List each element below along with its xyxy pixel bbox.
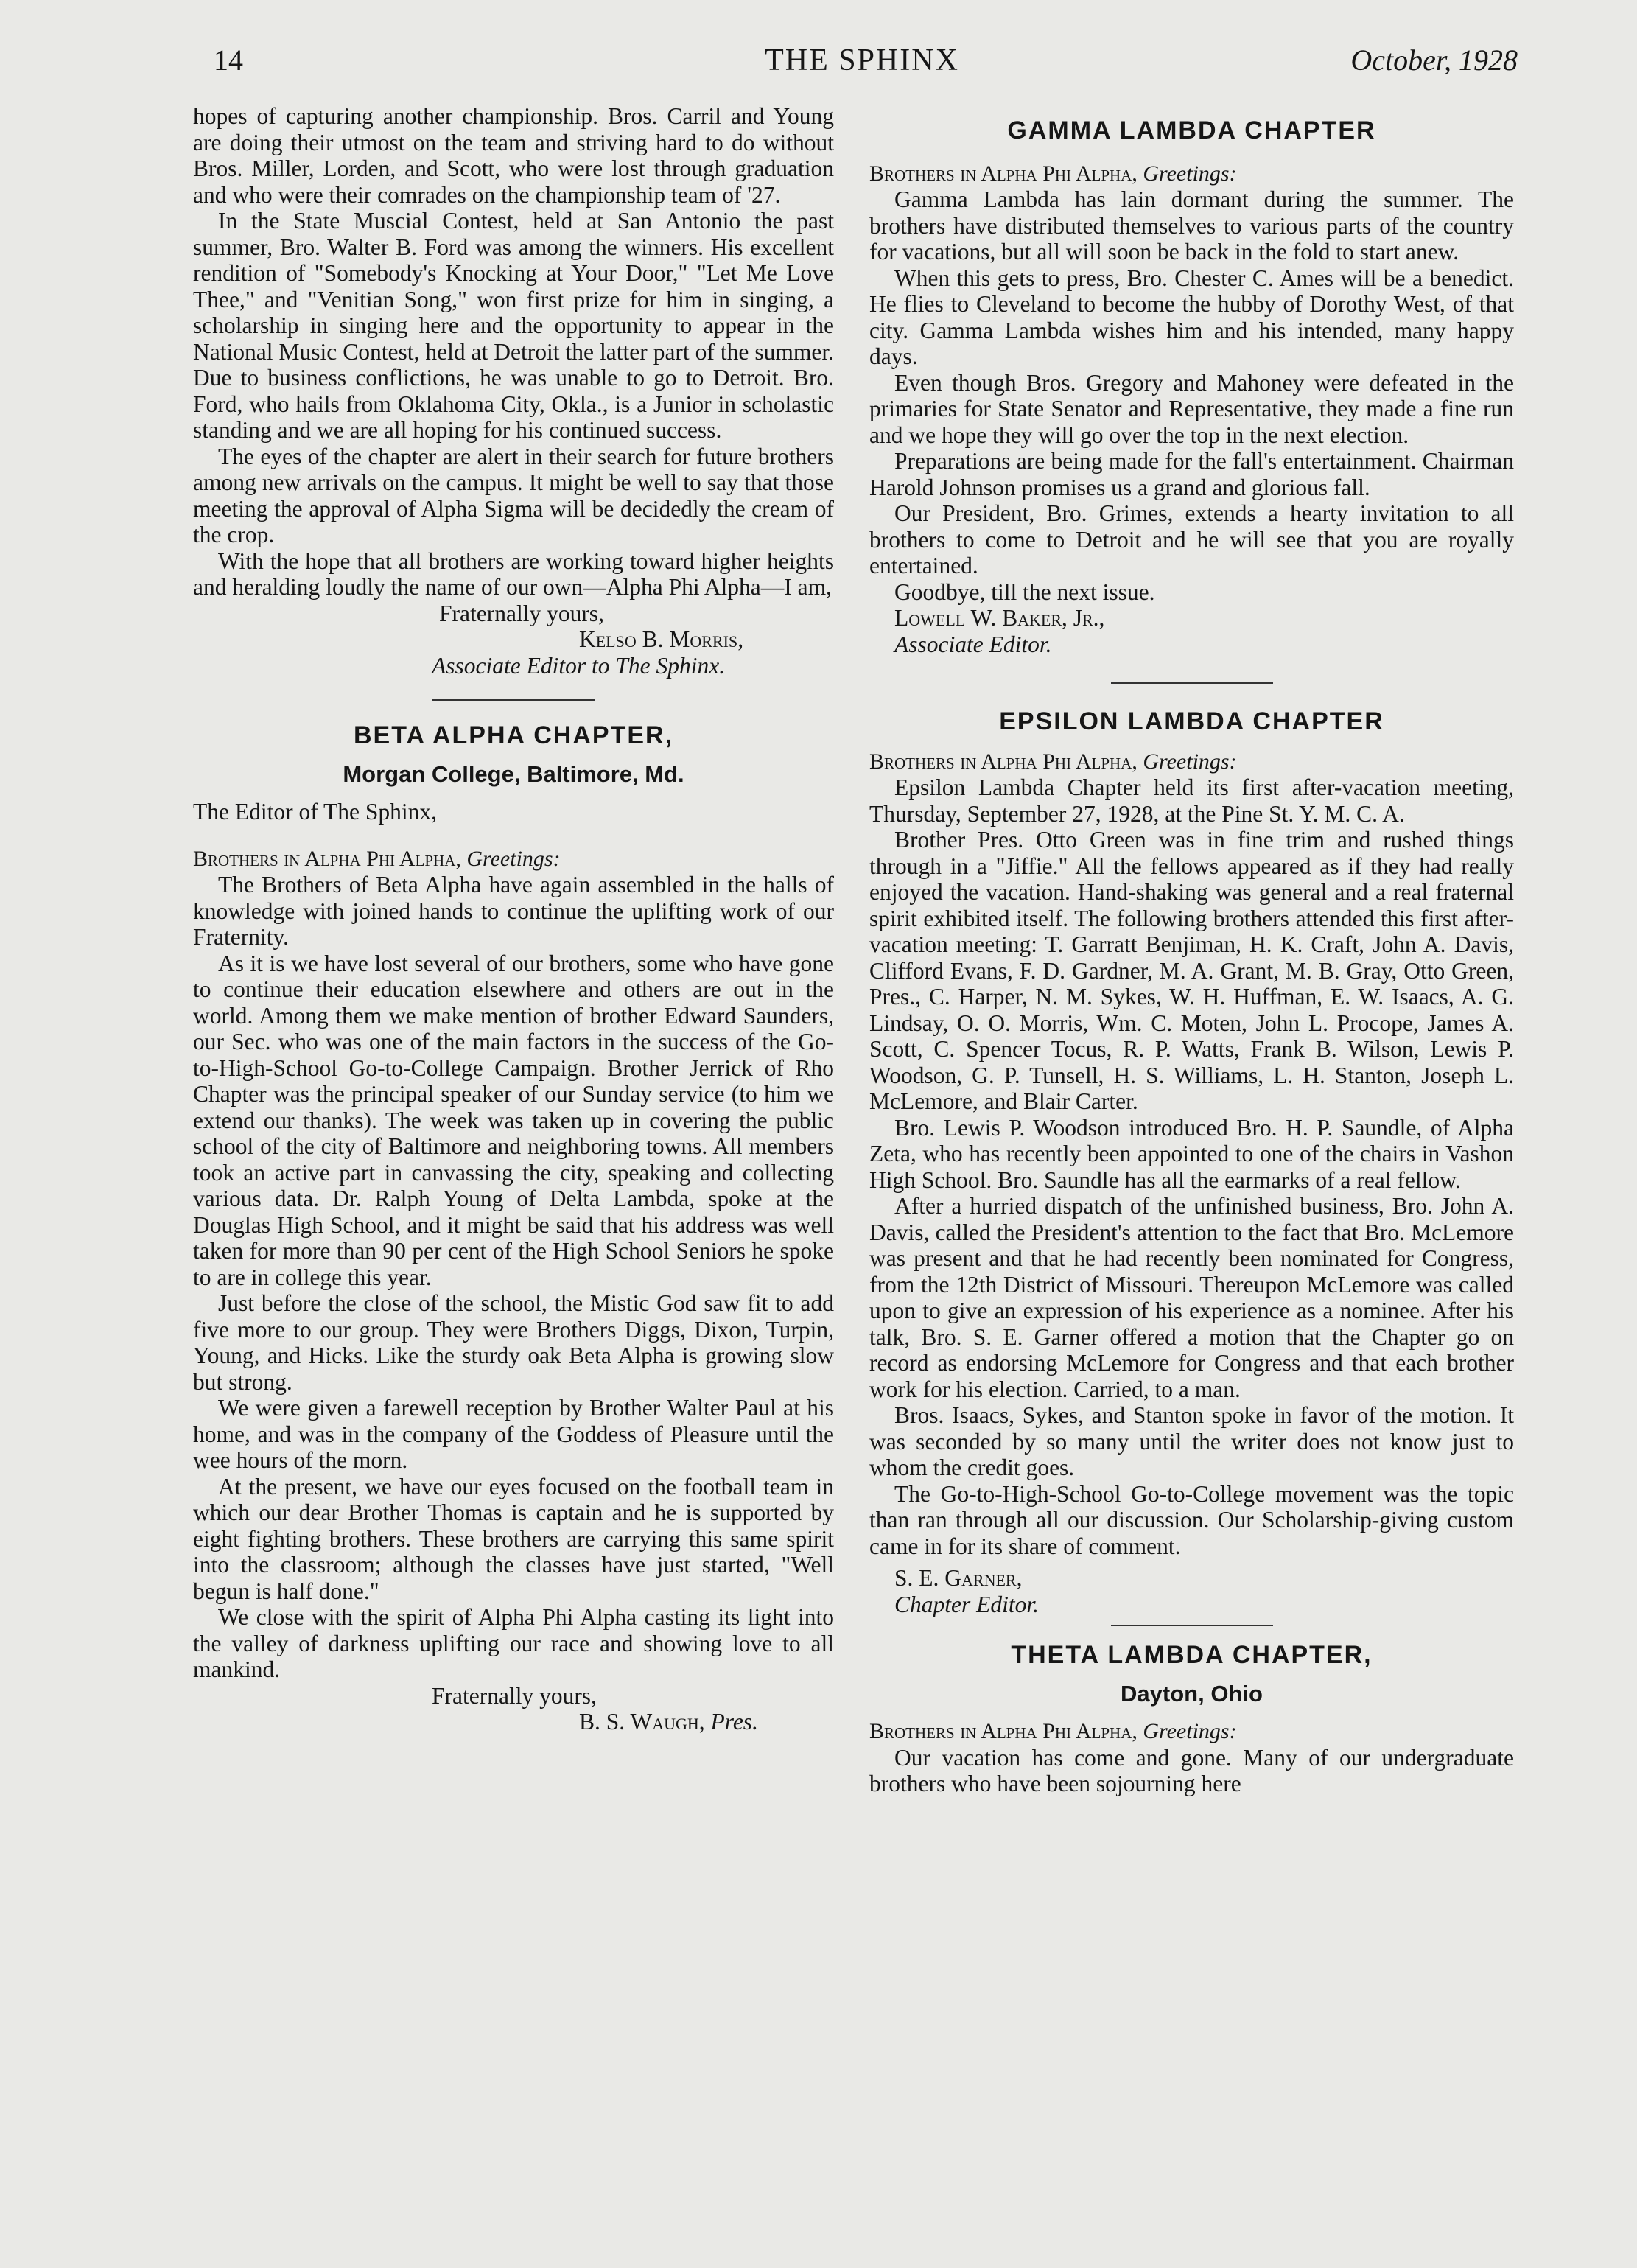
paragraph: Brother Pres. Otto Green was in fine trim and rushed things through in a "Jiffie." All the fellows appeared as if they had really enjoyed the vacation. Hand-shaking was general and a real fraternal spirit exhibited itself. The following brothers attended this first after-vacation meeting: T. Garratt Benjiman, H. K. Craft, John A. Davis, Clifford Evans, F. D. Gardner, M. A. Grant, M. B. Gray, Otto Green, Pres., C. Harper, N. M. Sykes, W. H. Huffman, E. W. Isaacs, A. G. Lindsay, O. O. Morris, Wm. C. Moten, John L. Procope, James A. Scott, C. Spencer Tocus, R. P. Watts, Frank B. Wilson, Lewis P. Woodson, G. P. Tunsell, H. S. Williams, L. H. Stanton, Joseph L. McLemore, and Blair Carter.: [869, 827, 1514, 1114]
paragraph: We close with the spirit of Alpha Phi Alpha casting its light into the valley of darkness uplifting our race and showing love to all mankind.: [193, 1604, 834, 1682]
page-header: [206, 43, 1518, 87]
chapter-heading: GAMMA LAMBDA CHAPTER: [1007, 116, 1376, 144]
salutation-lead: Brothers in Alpha Phi Alpha,: [193, 846, 461, 871]
paragraph: Bros. Isaacs, Sykes, and Stanton spoke in favor of the motion. It was seconded by so many until the writer does not know just to whom the credit goes.: [869, 1402, 1514, 1480]
paragraph: The Brothers of Beta Alpha have again assembled in the halls of knowledge with joined hands to continue the uplifting work of our Fraternity.: [193, 872, 834, 950]
paragraph: Bro. Lewis P. Woodson introduced Bro. H. P. Saundle, of Alpha Zeta, who has recently been appointed to one of the chairs in Vashon High School. Bro. Saundle has all the earmarks of a real fellow.: [869, 1114, 1514, 1193]
paragraph: As it is we have lost several of our brothers, some who have gone to continue their education elsewhere and others are out in the world. Among them we make mention of brother Edward Saunders, our Sec. who was one of the main factors in the success of the Go-to-High-School Go-to-College Campaign. Brother Jerrick of Rho Chapter was the principal speaker of our Sunday service (to him we extend our thanks). The week was taken up in covering the public school of the city of Baltimore and neighboring towns. All members took an active part in canvassing the city, speaking and collecting various data. Dr. Ralph Young of Delta Lambda, spoke at the Douglas High School, and it might be said that his address was well taken for more than 90 per cent of the High School Seniors he spoke to are in college this year.: [193, 950, 834, 1290]
issue-date: October, 1928: [1350, 43, 1518, 77]
signature: [193, 1709, 834, 1735]
salutation-tail: Greetings:: [1143, 1719, 1237, 1743]
closing: Fraternally yours,: [432, 1682, 597, 1709]
salutation: [869, 749, 1514, 775]
paragraph: Even though Bros. Gregory and Mahoney were defeated in the primaries for State Senator and Representative, they made a fine run and we hope they will go over the top in the next election.: [869, 369, 1514, 448]
salutation-tail: Greetings:: [1143, 749, 1237, 774]
salutation-tail: Greetings:: [1143, 161, 1237, 186]
page-number: 14: [214, 43, 243, 77]
paragraph: Our vacation has come and gone. Many of our undergraduate brothers who have been sojourning here: [869, 1744, 1514, 1796]
closing: Fraternally yours,: [439, 600, 604, 626]
signer: S. E. Garner,: [894, 1565, 1023, 1591]
paragraph: Goodbye, till the next issue.: [894, 578, 1155, 605]
salutation-lead: Brothers in Alpha Phi Alpha,: [869, 161, 1138, 186]
right-column: [869, 103, 1514, 1797]
paragraph: In the State Muscial Contest, held at San Antonio the past summer, Bro. Walter B. Ford was among the winners. His excellent rendition of "Somebody's Knocking at Your Door," "Let Me Love Thee," and "Venitian Song," won first prize for him in singing, a scholarship in singing here and the opportunity to appear in the National Music Contest, held at Detroit the latter part of the summer. Due to business conflictions, he was unable to go to Detroit. Bro. Ford, who hails from Oklahoma City, Okla., is a Junior in scholastic standing and we are all hoping for his continued success.: [193, 208, 834, 443]
running-title: THE SPHINX: [765, 43, 959, 77]
continued-paragraph: hopes of capturing another championship. Bros. Carril and Young are doing their utmost on the team and striving hard to do without Bros. Miller, Lorden, and Scott, who were lost through graduation and who were their comrades on the championship team of '27.: [193, 103, 834, 208]
left-column: [193, 103, 834, 1735]
signer: Lowell W. Baker, Jr.,: [894, 605, 1105, 631]
salutation-lead: Brothers in Alpha Phi Alpha,: [869, 749, 1138, 774]
paragraph: After a hurried dispatch of the unfinished business, Bro. John A. Davis, called the President's attention to the fact that Bro. McLemore was present and that he had recently been nominated for Congress, from the 12th District of Missouri. Thereupon McLemore was called upon to give an expression of his experience as a nominee. After his talk, Bro. S. E. Garner offered a motion that the Chapter go on record as endorsing McLemore for Congress and that each brother work for his election. Carried, to a man.: [869, 1193, 1514, 1402]
paragraph: When this gets to press, Bro. Chester C. Ames will be a benedict. He flies to Cleveland to become the hubby of Dorothy West, of that city. Gamma Lambda wishes him and his intended, many happy days.: [869, 265, 1514, 369]
chapter-heading: THETA LAMBDA CHAPTER,: [1011, 1641, 1373, 1669]
paragraph: The eyes of the chapter are alert in their search for future brothers among new arrivals on the campus. It might be well to say that those meeting the approval of Alpha Sigma will be decidedly the cream of the crop.: [193, 443, 834, 547]
signer: Kelso B. Morris,: [579, 626, 744, 652]
salutation-tail: Greetings:: [466, 846, 561, 871]
chapter-location: Morgan College, Baltimore, Md.: [343, 760, 684, 787]
paragraph: Preparations are being made for the fall's entertainment. Chairman Harold Johnson promises us a grand and glorious fall.: [869, 448, 1514, 500]
chapter-heading: BETA ALPHA CHAPTER,: [353, 721, 674, 749]
paragraph: The Go-to-High-School Go-to-College movement was the topic than ran through all our discussion. Our Scholarship-giving custom came in for its share of comment.: [869, 1480, 1514, 1559]
chapter-heading: EPSILON LAMBDA CHAPTER: [999, 707, 1384, 735]
paragraph: At the present, we have our eyes focused on the football team in which our dear Brother Thomas is captain and he is supported by eight fighting brothers. These brothers are carrying this same spirit into the classroom; although the classes have just started, "Well begun is half done.": [193, 1473, 834, 1604]
addressee: The Editor of The Sphinx,: [193, 799, 437, 825]
paragraph: With the hope that all brothers are working toward higher heights and heralding loudly the name of our own—Alpha Phi Alpha—I am,: [193, 547, 834, 600]
paragraph: Epsilon Lambda Chapter held its first after-vacation meeting, Thursday, September 27, 1928, at the Pine St. Y. M. C. A.: [869, 774, 1514, 827]
signer-title: Chapter Editor.: [894, 1591, 1040, 1617]
signer: B. S. Waugh,: [579, 1709, 705, 1735]
paragraph: We were given a farewell reception by Brother Walter Paul at his home, and was in the company of the Goddess of Pleasure until the wee hours of the morn.: [193, 1395, 834, 1473]
chapter-location: Dayton, Ohio: [1121, 1680, 1263, 1707]
paragraph: Our President, Bro. Grimes, extends a hearty invitation to all brothers to come to Detroit and he will see that you are royally entertained.: [869, 500, 1514, 578]
paragraph: Just before the close of the school, the Mistic God saw fit to add five more to our group. They were Brothers Diggs, Dixon, Turpin, Young, and Hicks. Like the sturdy oak Beta Alpha is growing slow but strong.: [193, 1290, 834, 1395]
signer-title: Associate Editor to The Sphinx.: [432, 652, 726, 679]
paragraph: Gamma Lambda has lain dormant during the summer. The brothers have distributed themselves to various parts of the country for vacations, but all will soon be back in the fold to start anew.: [869, 186, 1514, 265]
salutation-lead: Brothers in Alpha Phi Alpha,: [869, 1719, 1138, 1743]
salutation: [869, 161, 1514, 187]
salutation: [193, 846, 834, 872]
salutation: [869, 1718, 1514, 1745]
signer-title: Pres.: [710, 1709, 758, 1735]
signer-title: Associate Editor.: [894, 631, 1052, 657]
